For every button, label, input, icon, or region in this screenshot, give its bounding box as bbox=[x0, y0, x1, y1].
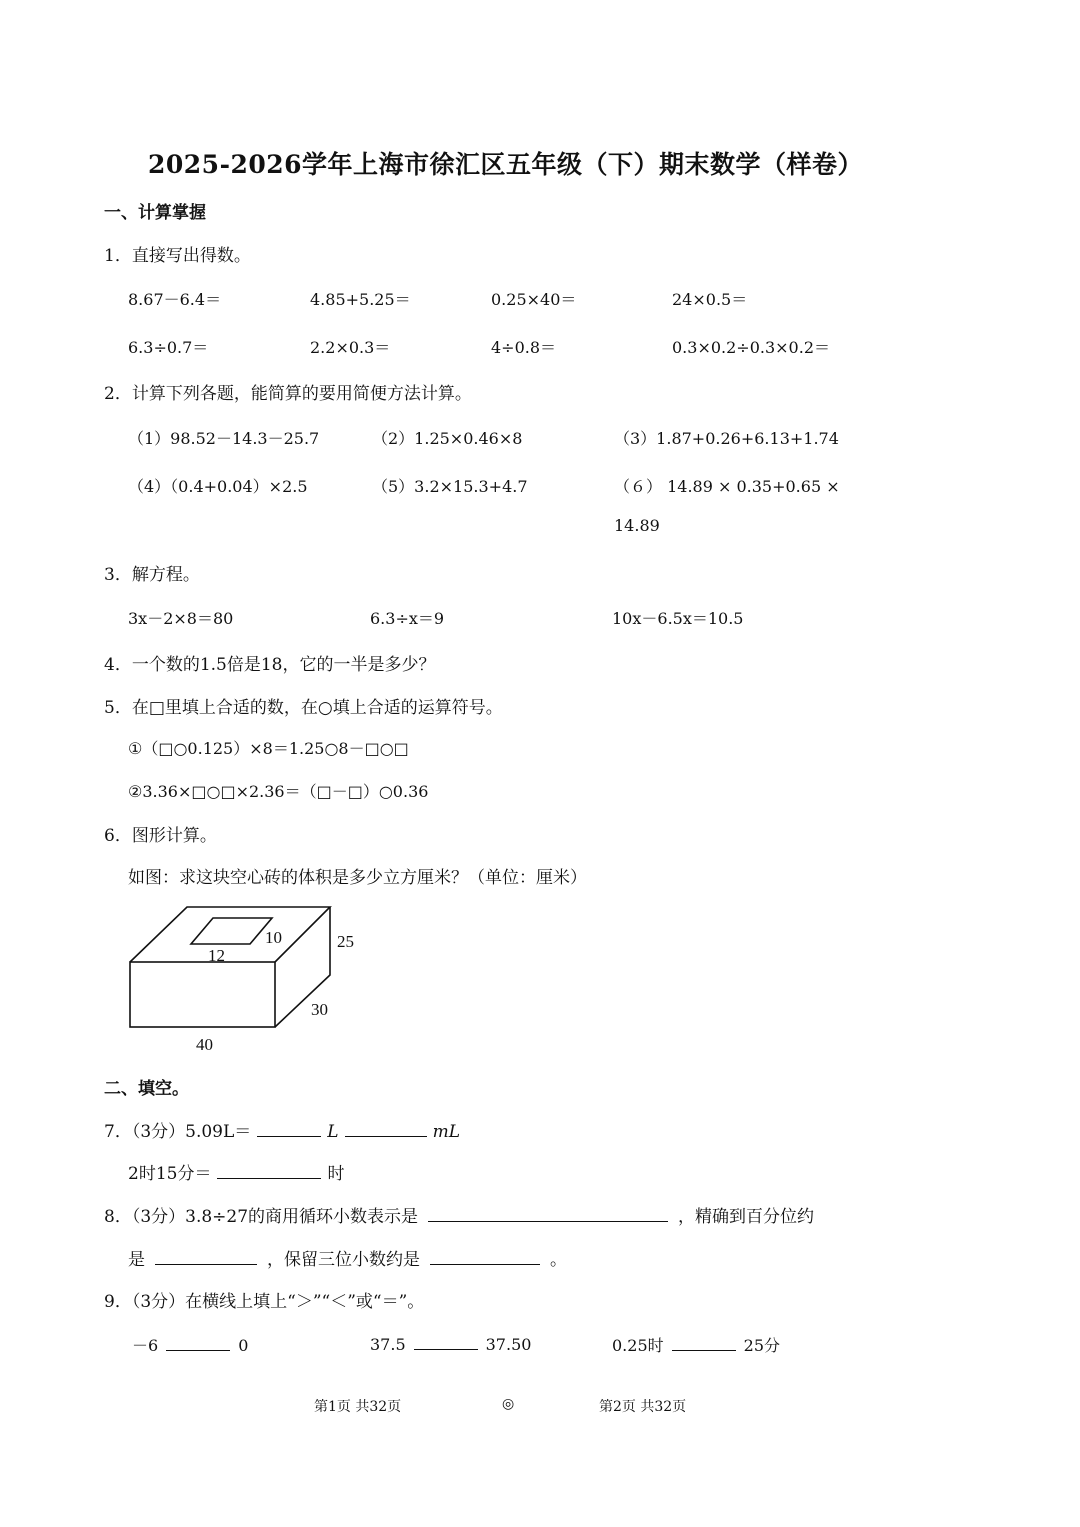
q9-compare bbox=[370, 1333, 531, 1354]
label-hole-depth: 10 bbox=[265, 928, 282, 947]
q9-compare bbox=[132, 1333, 248, 1356]
question-8-line2 bbox=[128, 1245, 567, 1270]
question-5-stem: 5．在□里填上合适的数，在○填上合适的运算符号。 bbox=[104, 698, 503, 718]
q8-line2-c: 。 bbox=[550, 1250, 567, 1270]
question-1-stem: 1．直接写出得数。 bbox=[104, 246, 251, 266]
question-3-stem: 3．解方程。 bbox=[104, 565, 200, 585]
footer-mark: ◎ bbox=[502, 1396, 515, 1412]
q2-item: （4）（0.4+0.04）×2.5 bbox=[128, 477, 308, 496]
q2-item-wrap: 14.89 bbox=[614, 516, 660, 535]
hole bbox=[191, 918, 272, 944]
answer-blank[interactable] bbox=[166, 1334, 230, 1351]
question-8-line1 bbox=[104, 1202, 814, 1227]
q2-item: （1）98.52－14.3－25.7 bbox=[128, 429, 320, 448]
q8-mid: ，精确到百分位约 bbox=[678, 1207, 815, 1227]
q5-item: ①（□○0.125）×8＝1.25○8－□○□ bbox=[128, 739, 409, 758]
q7-unit-liter: L bbox=[327, 1122, 339, 1142]
q3-equation: 10x－6.5x＝10.5 bbox=[612, 609, 744, 628]
question-7-line1 bbox=[104, 1117, 460, 1142]
answer-blank[interactable] bbox=[257, 1120, 321, 1137]
q5-item: ②3.36×□○□×2.36＝（□－□）○0.36 bbox=[128, 782, 429, 801]
q2-item: （６） 14.89 × 0.35+0.65 × bbox=[614, 477, 840, 496]
front-face bbox=[130, 962, 275, 1027]
answer-blank[interactable] bbox=[428, 1205, 668, 1222]
q9-right: 37.50 bbox=[485, 1335, 532, 1354]
q1-item: 4÷0.8＝ bbox=[491, 338, 557, 357]
q1-item: 8.67－6.4＝ bbox=[128, 290, 222, 309]
q8-line2-a: 是 bbox=[128, 1250, 145, 1270]
section-heading-fill: 二、填空。 bbox=[104, 1079, 189, 1099]
q1-item: 2.2×0.3＝ bbox=[310, 338, 391, 357]
top-face bbox=[130, 907, 330, 962]
q1-item: 4.85+5.25＝ bbox=[310, 290, 411, 309]
q1-item: 24×0.5＝ bbox=[672, 290, 748, 309]
answer-blank[interactable] bbox=[345, 1120, 427, 1137]
answer-blank[interactable] bbox=[155, 1248, 257, 1265]
question-6-prompt: 如图：求这块空心砖的体积是多少立方厘米？（单位：厘米） bbox=[128, 868, 587, 888]
q7-line2-unit: 时 bbox=[327, 1164, 345, 1184]
q7-line2-prefix: 2时15分＝ bbox=[128, 1164, 212, 1184]
q9-left: 37.5 bbox=[370, 1335, 406, 1354]
label-length: 40 bbox=[196, 1035, 213, 1054]
page-title: 2025-2026学年上海市徐汇区五年级（下）期末数学（样卷） bbox=[148, 150, 864, 179]
label-depth: 30 bbox=[311, 1000, 328, 1019]
q8-prefix: 8．（3分）3.8÷27的商用循环小数表示是 bbox=[104, 1207, 419, 1227]
q2-item: （2）1.25×0.46×8 bbox=[372, 429, 523, 448]
hollow-brick-figure bbox=[115, 895, 375, 1060]
question-6-stem: 6．图形计算。 bbox=[104, 826, 217, 846]
q9-compare bbox=[612, 1333, 780, 1356]
question-4-stem: 4．一个数的1.5倍是18，它的一半是多少？ bbox=[104, 655, 436, 675]
answer-blank[interactable] bbox=[217, 1162, 321, 1179]
q9-left: －6 bbox=[132, 1336, 159, 1355]
q9-right: 0 bbox=[238, 1336, 249, 1355]
question-9-stem: 9．（3分）在横线上填上“＞”“＜”或“＝”。 bbox=[104, 1292, 425, 1312]
q2-item: （3）1.87+0.26+6.13+1.74 bbox=[614, 429, 839, 448]
q3-equation: 6.3÷x＝9 bbox=[370, 609, 445, 628]
q1-item: 0.25×40＝ bbox=[491, 290, 577, 309]
q2-item: （5）3.2×15.3+4.7 bbox=[372, 477, 528, 496]
answer-blank[interactable] bbox=[672, 1334, 736, 1351]
label-height: 25 bbox=[337, 932, 354, 951]
footer-page-right: 第2页 共32页 bbox=[599, 1399, 687, 1415]
answer-blank[interactable] bbox=[414, 1333, 478, 1350]
q7-unit-milliliter: mL bbox=[432, 1122, 460, 1142]
footer-page-left: 第1页 共32页 bbox=[314, 1399, 402, 1415]
q1-item: 0.3×0.2÷0.3×0.2＝ bbox=[672, 338, 831, 357]
answer-blank[interactable] bbox=[430, 1248, 540, 1265]
q9-left: 0.25时 bbox=[612, 1336, 664, 1355]
q7-prefix: 7．（3分）5.09L＝ bbox=[104, 1122, 252, 1142]
question-2-stem: 2．计算下列各题，能简算的要用简便方法计算。 bbox=[104, 384, 472, 404]
q3-equation: 3x－2×8＝80 bbox=[128, 609, 234, 628]
q1-item: 6.3÷0.7＝ bbox=[128, 338, 209, 357]
section-heading-calc: 一、计算掌握 bbox=[104, 203, 206, 223]
q8-line2-b: ，保留三位小数约是 bbox=[267, 1250, 420, 1270]
label-hole-width: 12 bbox=[208, 946, 225, 965]
q9-right: 25分 bbox=[743, 1336, 781, 1355]
question-7-line2 bbox=[128, 1159, 344, 1184]
